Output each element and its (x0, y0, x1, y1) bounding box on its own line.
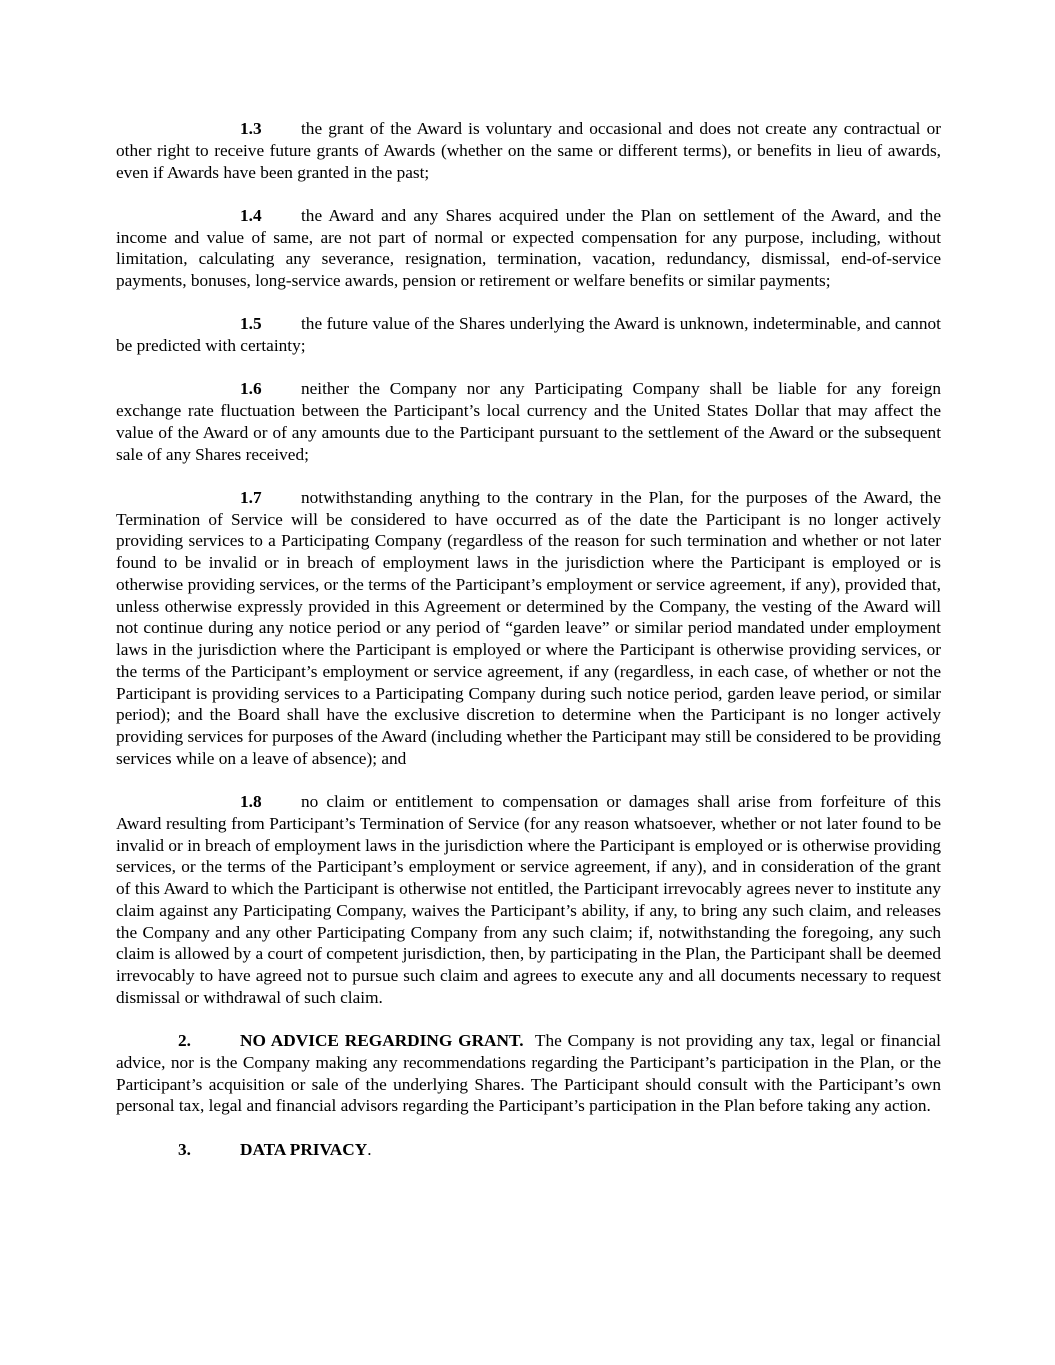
section-heading: DATA PRIVACY (240, 1139, 368, 1159)
clause-number: 1.3 (240, 119, 262, 138)
clause-text: the future value of the Shares underlying the Award is unknown, indeterminable, and cannot be predicted with certainty; (116, 314, 941, 355)
clause-1-7 (116, 487, 941, 770)
section-3 (116, 1139, 941, 1161)
clause-1-4 (116, 205, 941, 292)
clause-1-6 (116, 378, 941, 465)
clause-number: 1.5 (240, 314, 262, 334)
clause-number: 1.7 (240, 487, 262, 507)
clause-text: notwithstanding anything to the contrary in the Plan, for the purposes of the Award, the Termination of Service will be considered to have occurred as of the date the Participant is no longer actively providing services to a Participating Company (regardless of the reason for such termination and whether or not later found to be invalid or in breach of employment laws in the jurisdiction where the Participant is employed or is otherwise providing services, or the terms of the Participant’s employment or service agreement, if any), provided that, unless otherwise expressly provided in this Agreement or determined by the Company, the vesting of the Award will not continue during any notice period or any period of “garden leave” or similar period mandated under employment laws in the jurisdiction where the Participant is employed or where the Participant is otherwise providing services, or the terms of the Participant’s employment or service agreement, if any (regardless, in each case, of whether or not the Participant is providing services to a Participating Company during such notice period, garden leave period, or similar period); and the Board shall have the exclusive discretion to determine when the Participant is no longer actively providing services for purposes of the Award (including whether the Participant may still be considered to be providing services while on a leave of absence); and (116, 487, 941, 768)
section-number: 3. (178, 1139, 191, 1159)
section-heading-suffix: . (367, 1139, 372, 1159)
clause-1-3 (116, 118, 941, 183)
clause-text: no claim or entitlement to compensation or damages shall arise from forfeiture of this Award resulting from Participant’s Termination of Service (for any reason whatsoever, whether or not later found to be invalid or in breach of employment laws in the jurisdiction where the Participant is employed or is otherwise providing services, or the terms of the Participant’s employment or service agreement, if any), and in consideration of the grant of this Award to which the Participant is otherwise not entitled, the Participant irrevocably agrees never to institute any claim against any Participating Company, waives the Participant’s ability, if any, to bring any such claim, and releases the Company and any other Participating Company from any such claim; if, notwithstanding the foregoing, any such claim is allowed by a court of competent jurisdiction, then, by participating in the Plan, the Participant shall be deemed irrevocably to have agreed not to pursue such claim and agrees to execute any and all documents necessary to request dismissal or withdrawal of such claim. (116, 792, 941, 1007)
clause-number: 1.8 (240, 792, 262, 811)
clause-number: 1.4 (240, 205, 262, 225)
section-2 (116, 1030, 941, 1117)
section-heading: NO ADVICE REGARDING GRANT. (240, 1031, 524, 1050)
clause-1-8 (116, 791, 941, 1009)
clause-text: neither the Company nor any Participating Company shall be liable for any foreign exchange rate fluctuation between the Participant’s local currency and the United States Dollar that may affect the value of the Award or of any amounts due to the Participant pursuant to the settlement of the Award or the subsequent sale of any Shares received; (116, 379, 941, 464)
section-number: 2. (178, 1031, 191, 1050)
clause-number: 1.6 (240, 379, 262, 399)
section-text: The Company is not providing any tax, legal or financial advice, nor is the Company making any recommendations regarding the Participant’s participation in the Plan, or the Participant’s acquisition or sale of the underlying Shares. The Participant should consult with the Participant’s own personal tax, legal and financial advisors regarding the Participant’s participation in the Plan before taking any action. (116, 1031, 941, 1116)
clause-text: the grant of the Award is voluntary and occasional and does not create any contractual or other right to receive future grants of Awards (whether on the same or different terms), or benefits in lieu of awards, even if Awards have been granted in the past; (116, 119, 941, 182)
document-page (116, 118, 941, 1182)
clause-text: the Award and any Shares acquired under the Plan on settlement of the Award, and the income and value of same, are not part of normal or expected compensation for any purpose, including, without limitation, calculating any severance, resignation, termination, vacation, redundancy, dismissal, end-of-service payments, bonuses, long-service awards, pension or retirement or welfare benefits or similar payments; (116, 205, 941, 290)
clause-1-5 (116, 313, 941, 357)
